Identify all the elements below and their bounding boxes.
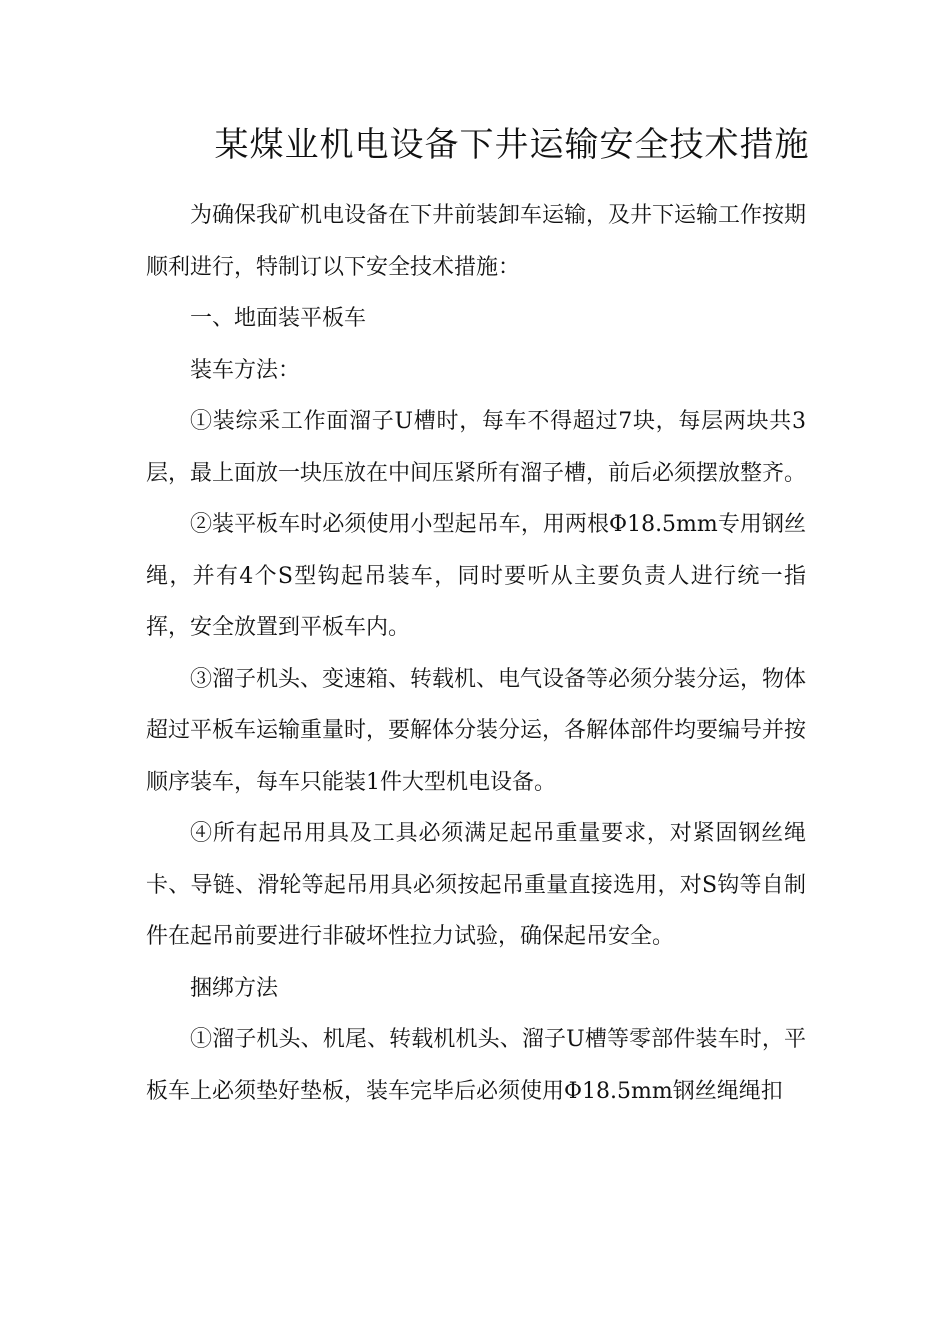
subheading-loading-method: 装车方法： <box>190 357 301 383</box>
loading-item-3: ③溜子机头、变速箱、转载机、电气设备等必须分装分运，物体超过平板车运输重量时，要解体分装分运，各解体部件均要编号并按顺序装车，每车只能装1件大型机电设备。 <box>146 666 807 795</box>
section-heading-ground-loading: 一、地面装平板车 <box>190 306 367 331</box>
loading-item-1: ①装综采工作面溜子U槽时，每车不得超过7块，每层两块共3层，最上面放一块压放在中间压紧所有溜子槽，前后必须摆放整齐。 <box>146 409 807 486</box>
intro-paragraph: 为确保我矿机电设备在下井前装卸车运输，及井下运输工作按期顺利进行，特制订以下安全技术措施： <box>146 203 807 280</box>
binding-item-1: ①溜子机头、机尾、转载机机头、溜子U槽等零部件装车时，平板车上必须垫好垫板，装车完毕后必须使用Φ18.5mm钢丝绳绳扣 <box>146 1027 806 1104</box>
document-title: 某煤业机电设备下井运输安全技术措施 <box>214 125 810 165</box>
loading-item-2: ②装平板车时必须使用小型起吊车，用两根Φ18.5mm专用钢丝绳，并有4个S型钩起吊装车，同时要听从主要负责人进行统一指挥，安全放置到平板车内。 <box>146 512 806 640</box>
subheading-binding-method: 捆绑方法 <box>190 975 279 1001</box>
document-body <box>146 190 806 1117</box>
loading-item-4: ④所有起吊用具及工具必须满足起吊重量要求，对紧固钢丝绳卡、导链、滑轮等起吊用具必须按起吊重量直接选用，对S钩等自制件在起吊前要进行非破坏性拉力试验，确保起吊安全。 <box>146 821 806 949</box>
